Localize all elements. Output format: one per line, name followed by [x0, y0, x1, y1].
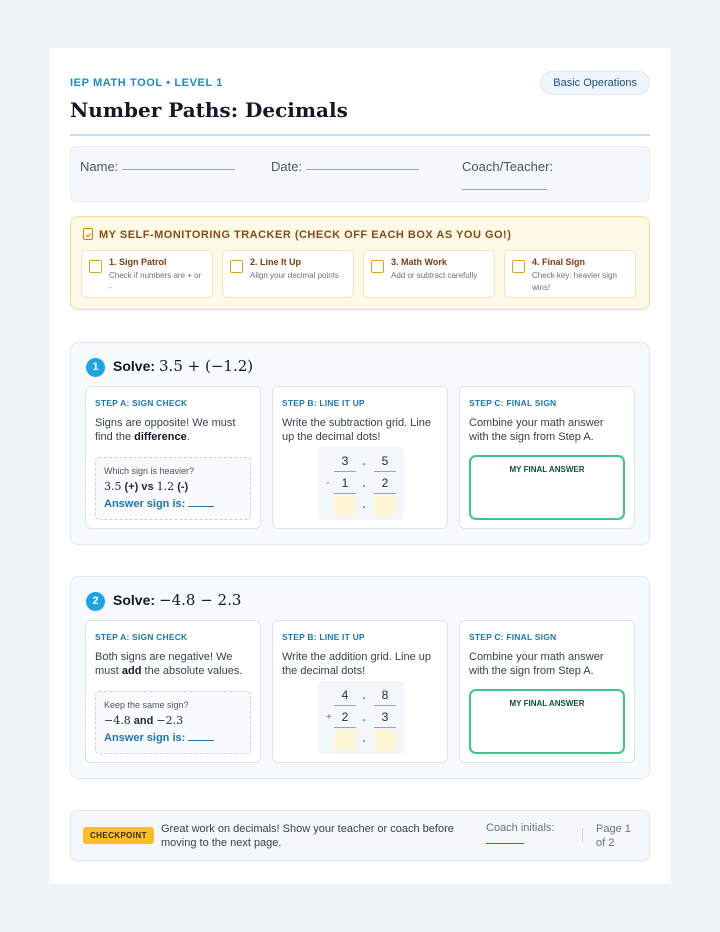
instruction-text: Both signs are negative! We must	[95, 651, 233, 677]
grid-rule	[334, 471, 356, 472]
problem-prompt	[113, 591, 241, 609]
step-instructions: Combine your math answer with the sign from Step A.	[469, 651, 604, 677]
step-instructions: Combine your math answer with the sign from Step A.	[469, 417, 604, 443]
step-instructions: Write the subtraction grid. Line up the decimal dots!	[282, 417, 431, 443]
decimal-dot: .	[362, 710, 366, 724]
solve-label: Solve:	[113, 592, 156, 608]
coach-initials-blank[interactable]	[486, 834, 524, 844]
tracker-item-line-it-up	[222, 250, 354, 298]
final-answer-label: MY FINAL ANSWER	[509, 699, 585, 708]
name-label: Name:	[80, 159, 119, 174]
coach-field[interactable]	[462, 159, 553, 190]
instruction-text: Signs are opposite! We must find the	[95, 417, 236, 443]
hint-comparison	[104, 480, 188, 493]
hint-sign: (+) vs	[121, 481, 157, 493]
grid-digit: 2	[341, 710, 349, 724]
footer-divider	[582, 828, 583, 842]
step-heading: STEP C: FINAL SIGN	[469, 632, 557, 642]
hint-value: −2.3	[156, 714, 184, 727]
instruction-text: .	[186, 431, 190, 443]
tracker-item-sign-patrol	[81, 250, 213, 298]
title-divider	[70, 134, 650, 136]
step-c-final-sign	[459, 620, 635, 763]
tracker-item-desc: Check if numbers are + or -	[109, 271, 202, 292]
hint-question: Which sign is heavier?	[104, 466, 195, 476]
self-monitoring-tracker	[70, 216, 650, 310]
grid-digit: 8	[381, 688, 389, 702]
tracker-item-desc: Check key: heavier sign wins!	[532, 271, 617, 292]
step-instructions: Write the addition grid. Line up the decimal dots!	[282, 651, 431, 677]
tracker-checkbox[interactable]	[371, 260, 384, 273]
tracker-checkbox[interactable]	[512, 260, 525, 273]
decimal-dot: .	[362, 497, 366, 511]
step-heading: STEP B: LINE IT UP	[282, 632, 365, 642]
addition-grid	[318, 681, 404, 754]
hint-value: 1.2	[156, 480, 175, 493]
page-indicator: Page 1 of 2	[596, 823, 631, 849]
step-heading: STEP A: SIGN CHECK	[95, 632, 188, 642]
topic-badge: Basic Operations	[540, 71, 650, 95]
answer-sign-blank[interactable]	[188, 499, 214, 507]
grid-digit: 1	[341, 476, 349, 490]
name-field[interactable]	[80, 159, 235, 174]
grid-rule	[334, 493, 356, 494]
sign-hint-box	[95, 457, 251, 520]
decimal-dot: .	[362, 454, 366, 468]
final-answer-label: MY FINAL ANSWER	[509, 465, 585, 474]
grid-rule	[374, 493, 396, 494]
problem-prompt	[113, 357, 253, 375]
final-answer-box[interactable]	[469, 455, 625, 520]
step-b-line-it-up	[272, 620, 448, 763]
grid-digit: 2	[381, 476, 389, 490]
coach-label: Coach/Teacher:	[462, 159, 554, 174]
tracker-item-name: 2. Line It Up	[250, 257, 302, 267]
solve-label: Solve:	[113, 358, 156, 374]
tracker-title	[83, 228, 511, 241]
tracker-item-final-sign	[504, 250, 636, 298]
step-heading: STEP B: LINE IT UP	[282, 398, 365, 408]
tracker-checkbox[interactable]	[89, 260, 102, 273]
date-label: Date:	[271, 159, 303, 174]
decimal-dot: .	[362, 688, 366, 702]
tool-kicker: IEP MATH TOOL • LEVEL 1	[70, 77, 223, 89]
step-instructions	[95, 650, 248, 678]
hint-sign: (-)	[174, 481, 189, 493]
grid-digit: 5	[381, 454, 389, 468]
grid-rule	[374, 471, 396, 472]
answer-sign-label: Answer sign is:	[104, 732, 186, 744]
checkpoint-message: Great work on decimals! Show your teacher or coach before moving to the next page.	[161, 823, 454, 849]
step-instructions	[95, 416, 248, 444]
instruction-emphasis: difference	[134, 431, 187, 443]
date-blank[interactable]	[306, 166, 419, 170]
coach-initials-label: Coach initials:	[486, 822, 555, 834]
step-a-sign-check	[85, 620, 261, 763]
subtraction-grid	[318, 447, 404, 520]
hint-value: 3.5	[104, 480, 122, 493]
coach-blank[interactable]	[462, 186, 547, 190]
answer-digit-cell[interactable]	[334, 730, 356, 750]
decimal-dot: .	[362, 476, 366, 490]
problem-2	[70, 576, 650, 779]
tracker-item-desc: Align your decimal points	[250, 271, 339, 280]
answer-digit-cell[interactable]	[374, 730, 396, 750]
tracker-item-name: 1. Sign Patrol	[109, 257, 167, 267]
tracker-title-text: MY SELF-MONITORING TRACKER (CHECK OFF EACH BOX AS YOU GO!)	[99, 229, 512, 241]
grid-digit: 3	[381, 710, 389, 724]
operation-sign: +	[326, 712, 332, 723]
clipboard-check-icon	[83, 228, 93, 240]
hint-sign: and	[130, 715, 157, 727]
grid-rule	[334, 705, 356, 706]
instruction-emphasis: add	[121, 665, 142, 677]
tracker-checkbox[interactable]	[230, 260, 243, 273]
tracker-item-desc: Add or subtract carefully	[391, 271, 478, 280]
problem-1	[70, 342, 650, 545]
step-heading: STEP A: SIGN CHECK	[95, 398, 188, 408]
step-a-sign-check	[85, 386, 261, 529]
answer-sign-label: Answer sign is:	[104, 498, 186, 510]
problem-number-badge: 1	[86, 358, 105, 377]
answer-sign-prompt[interactable]	[104, 732, 214, 744]
answer-digit-cell[interactable]	[374, 496, 396, 516]
problem-expression: 3.5 + (−1.2)	[159, 357, 254, 375]
tracker-item-math-work	[363, 250, 495, 298]
student-info-fields	[70, 146, 650, 202]
problem-number-badge: 2	[86, 592, 105, 611]
hint-value: −4.8	[104, 714, 131, 727]
answer-sign-prompt[interactable]	[104, 498, 214, 510]
final-answer-box[interactable]	[469, 689, 625, 754]
grid-rule	[334, 727, 356, 728]
step-heading: STEP C: FINAL SIGN	[469, 398, 557, 408]
grid-digit: 4	[341, 688, 349, 702]
name-blank[interactable]	[122, 166, 235, 170]
sign-hint-box	[95, 691, 251, 754]
hint-comparison	[104, 714, 183, 727]
tracker-item-name: 3. Math Work	[391, 257, 447, 267]
problem-expression: −4.8 − 2.3	[159, 591, 242, 609]
worksheet-page	[49, 48, 671, 884]
page-title: Number Paths: Decimals	[70, 98, 348, 122]
decimal-dot: .	[362, 731, 366, 745]
step-b-line-it-up	[272, 386, 448, 529]
coach-initials-field[interactable]	[486, 822, 554, 844]
operation-sign: -	[326, 478, 330, 489]
date-field[interactable]	[271, 159, 419, 174]
answer-sign-blank[interactable]	[188, 733, 214, 741]
grid-rule	[374, 705, 396, 706]
tracker-item-name: 4. Final Sign	[532, 257, 586, 267]
answer-digit-cell[interactable]	[334, 496, 356, 516]
checkpoint-footer	[70, 810, 650, 861]
grid-digit: 3	[341, 454, 349, 468]
instruction-text: the absolute values.	[141, 665, 243, 677]
step-c-final-sign	[459, 386, 635, 529]
checkpoint-badge: CHECKPOINT	[83, 827, 154, 844]
hint-question: Keep the same sign?	[104, 700, 189, 710]
grid-rule	[374, 727, 396, 728]
